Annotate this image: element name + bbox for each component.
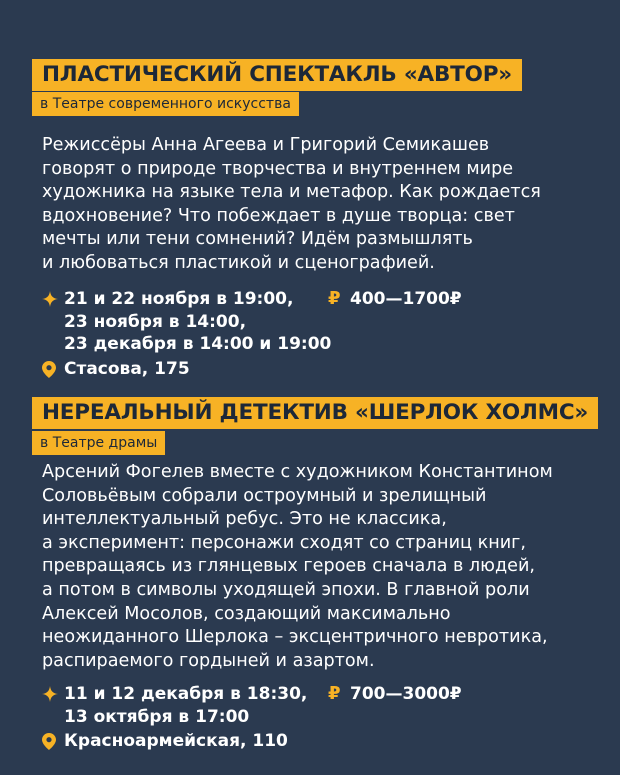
event-schedule	[42, 288, 331, 380]
date-line: 11 и 12 декабря в 18:30,	[64, 684, 308, 704]
date-line: 21 и 22 ноября в 19:00,	[64, 289, 294, 309]
address-row	[42, 730, 307, 753]
event-price	[328, 683, 462, 706]
event-description	[42, 134, 602, 276]
event-venue: в Театре современного искусства	[32, 92, 299, 116]
description-line: и любоваться пластикой и сценографией.	[42, 252, 435, 273]
description-line: а потом в символы уходящей эпохи. В главной роли	[42, 579, 530, 600]
date-row	[42, 288, 331, 356]
description-line: неожиданного Шерлока – эксцентричного невротика,	[42, 627, 548, 648]
description-line: Соловьёвым собрали остроумный и зрелищный	[42, 485, 487, 506]
description-line: Арсений Фогелев вместе с художником Константином	[42, 462, 553, 482]
date-line: 23 ноября в 14:00,	[64, 311, 247, 332]
description-line: говорят о природе творчества и внутреннем мире	[42, 158, 514, 179]
description-line: интеллектуальный ребус. Это не классика,	[42, 509, 447, 530]
date-row	[42, 683, 307, 728]
date-line: 13 октября в 17:00	[64, 706, 250, 727]
location-pin-icon	[42, 358, 64, 381]
description-line: вдохновение? Что побеждает в душе творца: свет	[42, 205, 515, 226]
description-line: превращаясь из глянцевых героев сначала в людей,	[42, 556, 535, 577]
price-range: 700—3000₽	[350, 684, 462, 704]
ruble-icon: ₽	[328, 683, 341, 704]
description-line: а эксперимент: персонажи сходят со страниц книг,	[42, 532, 526, 553]
description-line: Алексей Мосолов, создающий максимально	[42, 603, 451, 624]
event-title: ПЛАСТИЧЕСКИЙ СПЕКТАКЛЬ «АВТОР»	[32, 59, 522, 91]
description-line: Режиссёры Анна Агеева и Григорий Семикашев	[42, 135, 490, 155]
event-title: НЕРЕАЛЬНЫЙ ДЕТЕКТИВ «ШЕРЛОК ХОЛМС»	[32, 397, 598, 429]
sparkle-icon	[42, 288, 64, 356]
date-line: 23 декабря в 14:00 и 19:00	[64, 334, 332, 354]
event-address: Стасова, 175	[64, 358, 190, 379]
location-pin-icon	[42, 730, 64, 753]
event-price	[328, 288, 462, 311]
event-address: Красноармейская, 110	[64, 731, 288, 751]
event-description	[42, 461, 602, 673]
description-line: мечты или тени сомнений? Идём размышлять	[42, 229, 473, 250]
event-schedule	[42, 683, 307, 753]
ruble-icon: ₽	[328, 288, 341, 309]
event-venue: в Театре драмы	[32, 431, 165, 455]
sparkle-icon	[42, 683, 64, 728]
price-range: 400—1700₽	[350, 289, 462, 309]
description-line: распираемого гордыней и азартом.	[42, 650, 375, 671]
address-row	[42, 358, 331, 381]
description-line: художника на языке тела и метафор. Как рождается	[42, 182, 541, 203]
